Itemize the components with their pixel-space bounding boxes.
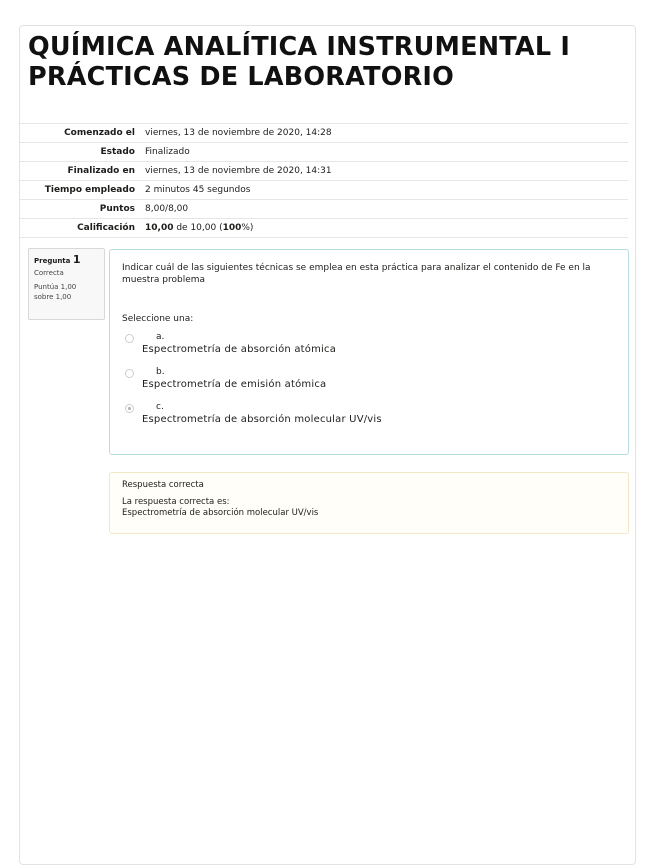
title-line-2: PRÁCTICAS DE LABORATORIO — [28, 62, 454, 92]
summary-label: Estado — [100, 147, 135, 157]
summary-row-time-taken — [20, 181, 628, 200]
summary-row-started — [20, 124, 628, 143]
radio-button-checked[interactable] — [125, 404, 134, 413]
question-text: Indicar cuál de las siguientes técnicas se emplea en esta práctica para analizar el contenido de Fe en la muestra problema — [122, 263, 591, 285]
right-answer-label: La respuesta correcta es: — [122, 497, 230, 507]
summary-row-finished — [20, 162, 628, 181]
option-text: Espectrometría de absorción molecular UV/vis — [142, 414, 382, 425]
option-letter: a. — [156, 332, 165, 342]
question-grade — [34, 282, 99, 302]
question-number — [34, 253, 99, 266]
question-formulation — [109, 249, 629, 455]
question-number-value: 1 — [72, 253, 81, 266]
summary-row-grade — [20, 219, 628, 238]
summary-row-state — [20, 143, 628, 162]
attempt-summary-table — [20, 123, 628, 238]
grade-line-2: sobre 1,00 — [34, 293, 72, 301]
summary-label: Finalizado en — [67, 166, 135, 176]
summary-value: 8,00/8,00 — [145, 204, 189, 214]
page-title — [28, 32, 570, 92]
grade-out-of: de 10,00 ( — [173, 223, 223, 233]
option-letter: b. — [156, 367, 165, 377]
option-letter: c. — [156, 402, 164, 412]
radio-button[interactable] — [125, 334, 134, 343]
right-answer-text: Espectrometría de absorción molecular UV/vis — [122, 508, 319, 518]
option-text: Espectrometría de emisión atómica — [142, 379, 327, 390]
answer-prompt: Seleccione una: — [122, 314, 194, 324]
feedback-status: Respuesta correcta — [122, 480, 204, 490]
grade-percent-suffix: %) — [241, 223, 254, 233]
title-line-1: QUÍMICA ANALÍTICA INSTRUMENTAL I — [28, 32, 571, 62]
summary-label: Puntos — [99, 204, 135, 214]
summary-value — [143, 219, 628, 238]
summary-label: Tiempo empleado — [44, 185, 135, 195]
summary-label: Comenzado el — [64, 128, 135, 138]
summary-value: Finalizado — [145, 147, 190, 157]
grade-line-1: Puntúa 1,00 — [34, 283, 77, 291]
grade-percent: 100 — [222, 223, 242, 233]
option-text: Espectrometría de absorción atómica — [142, 344, 337, 355]
quiz-review-page — [19, 25, 636, 865]
summary-label: Calificación — [77, 223, 135, 233]
answer-option-b[interactable] — [122, 366, 616, 394]
summary-value: viernes, 13 de noviembre de 2020, 14:31 — [145, 166, 332, 176]
question-feedback — [109, 472, 629, 534]
summary-row-marks — [20, 200, 628, 219]
grade-value: 10,00 — [145, 223, 174, 233]
radio-button[interactable] — [125, 369, 134, 378]
answer-option-c[interactable] — [122, 401, 616, 429]
summary-value: 2 minutos 45 segundos — [145, 185, 251, 195]
answer-option-a[interactable] — [122, 331, 616, 359]
question-info-box — [28, 248, 105, 320]
summary-value: viernes, 13 de noviembre de 2020, 14:28 — [145, 128, 332, 138]
question-state: Correcta — [34, 269, 64, 277]
question-label: Pregunta — [34, 257, 71, 265]
